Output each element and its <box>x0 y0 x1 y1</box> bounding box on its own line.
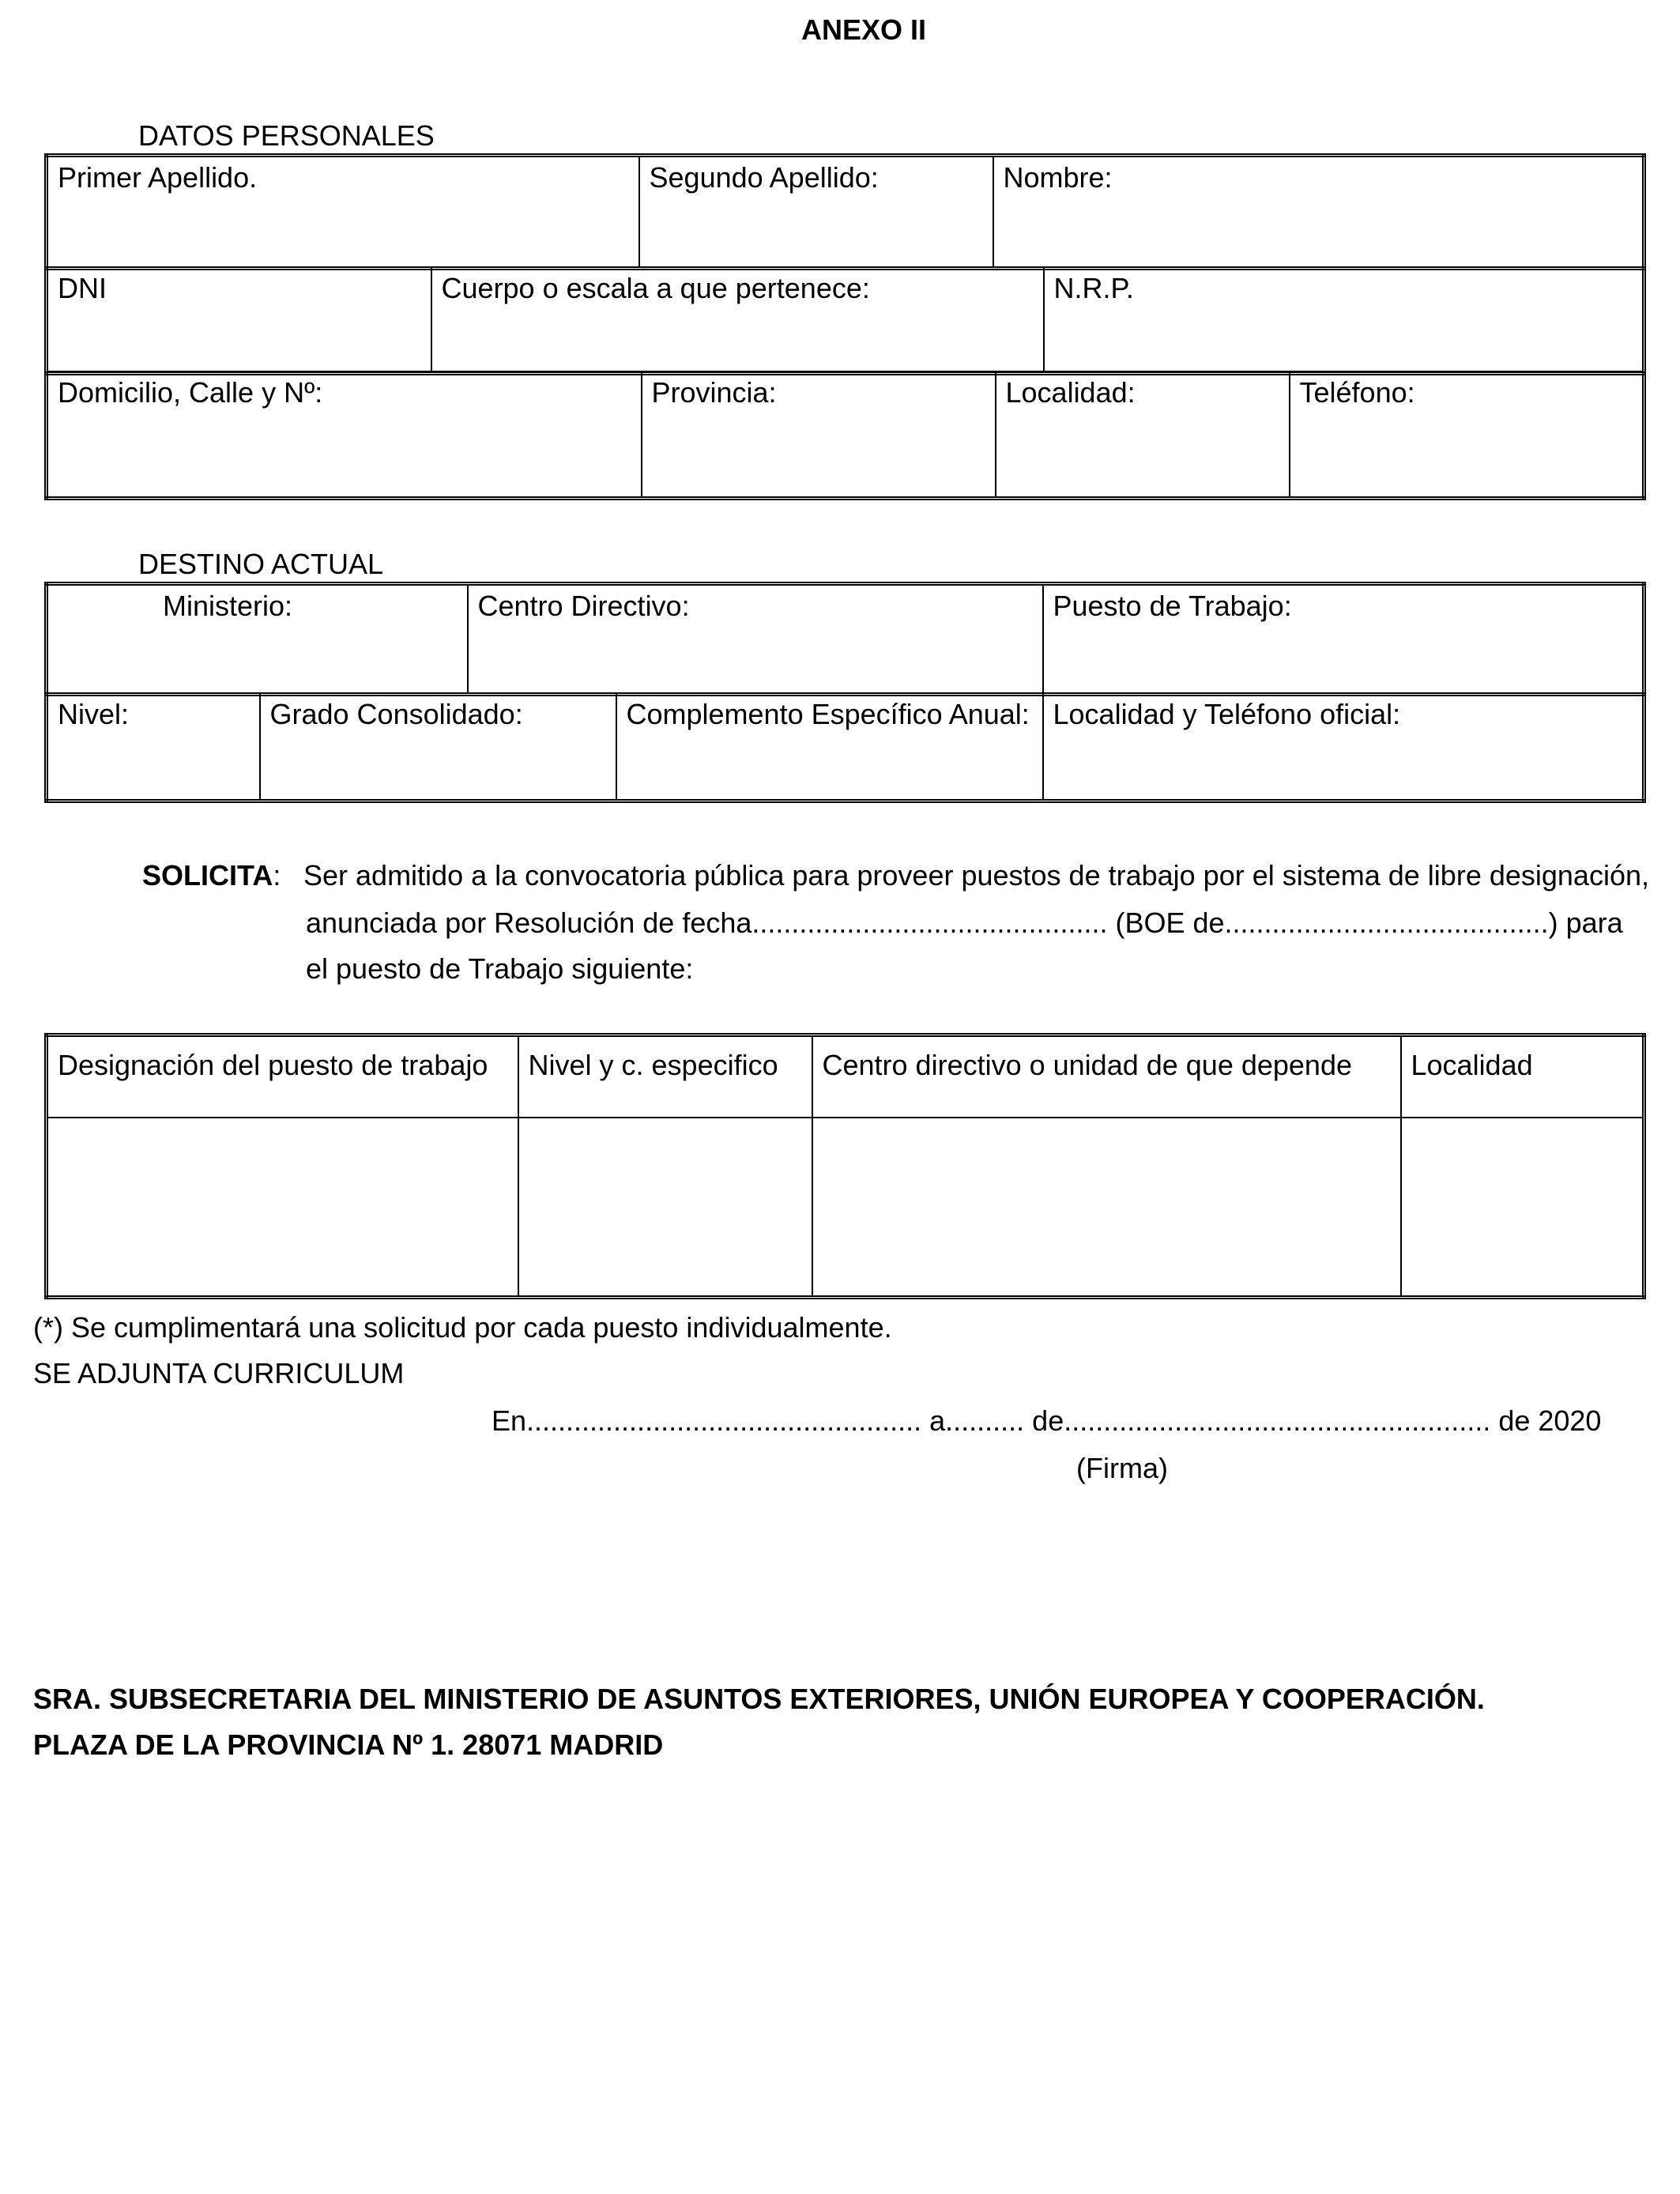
domicilio-field[interactable] <box>47 371 642 498</box>
dni-label: DNI <box>58 272 107 304</box>
localidad-telefono-field[interactable] <box>1043 693 1644 801</box>
cuerpo-escala-label: Cuerpo o escala a que pertenece: <box>441 272 870 304</box>
grado-consolidado-field[interactable] <box>260 693 616 801</box>
datos-personales-table <box>44 153 1646 270</box>
dni-field[interactable] <box>47 267 431 373</box>
addressee-line2: PLAZA DE LA PROVINCIA Nº 1. 28071 MADRID <box>33 1728 664 1761</box>
solicita-label: SOLICITA <box>142 859 273 892</box>
complemento-especifico-label: Complemento Específico Anual: <box>626 698 1030 730</box>
centro-directivo-field[interactable] <box>468 584 1043 695</box>
telefono-field[interactable] <box>1290 371 1644 498</box>
cuerpo-escala-field[interactable] <box>431 267 1044 373</box>
puesto-cell-localidad[interactable] <box>1401 1118 1644 1298</box>
puesto-header-nivel: Nivel y c. especifico <box>518 1035 812 1118</box>
destino-actual-table <box>44 582 1646 696</box>
ministerio-label: Ministerio: <box>163 590 293 622</box>
complemento-especifico-field[interactable] <box>616 693 1043 801</box>
page-title: ANEXO II <box>800 13 927 46</box>
puesto-table <box>44 1033 1646 1299</box>
primer-apellido-field[interactable] <box>47 156 639 269</box>
nrp-label: N.R.P. <box>1053 272 1134 304</box>
signature-firma-label: (Firma) <box>1076 1452 1168 1484</box>
puesto-header-localidad: Localidad <box>1401 1035 1644 1118</box>
nrp-field[interactable] <box>1044 267 1644 373</box>
segundo-apellido-field[interactable] <box>639 156 993 269</box>
ministerio-field[interactable] <box>47 584 468 695</box>
note-attach-cv: SE ADJUNTA CURRICULUM <box>33 1357 405 1389</box>
grado-consolidado-label: Grado Consolidado: <box>269 698 523 730</box>
domicilio-label: Domicilio, Calle y Nº: <box>58 376 323 409</box>
localidad-label: Localidad: <box>1005 376 1136 409</box>
puesto-cell-nivel[interactable] <box>518 1118 812 1298</box>
provincia-label: Provincia: <box>651 376 777 409</box>
datos-personales-heading: DATOS PERSONALES <box>138 119 435 152</box>
solicita-text-line1: Ser admitido a la convocatoria pública para proveer puestos de trabajo por el sistema de libre designación, <box>303 859 1649 892</box>
localidad-telefono-label: Localidad y Teléfono oficial: <box>1053 698 1401 730</box>
destino-actual-table-row2 <box>44 692 1646 803</box>
destino-actual-heading: DESTINO ACTUAL <box>138 548 384 580</box>
datos-personales-table-row2 <box>44 266 1646 375</box>
puesto-trabajo-field[interactable] <box>1043 584 1644 695</box>
primer-apellido-label: Primer Apellido. <box>58 161 258 194</box>
nombre-label: Nombre: <box>1003 161 1113 194</box>
provincia-field[interactable] <box>642 371 996 498</box>
puesto-header-designacion: Designación del puesto de trabajo <box>47 1035 518 1118</box>
solicita-colon: : <box>273 859 281 892</box>
segundo-apellido-label: Segundo Apellido: <box>649 161 879 194</box>
puesto-cell-centro[interactable] <box>812 1118 1401 1298</box>
puesto-header-centro: Centro directivo o unidad de que depende <box>812 1035 1401 1118</box>
nivel-label: Nivel: <box>58 698 130 730</box>
note-one-per-post: (*) Se cumplimentará una solicitud por cada puesto individualmente. <box>33 1311 892 1344</box>
signature-place-date: En.................................................. a.......... de...................................................... de 2020 <box>492 1404 1602 1437</box>
solicita-line1 <box>142 860 281 892</box>
solicita-text-line3: el puesto de Trabajo siguiente: <box>306 952 694 985</box>
puesto-trabajo-label: Puesto de Trabajo: <box>1053 590 1292 622</box>
puesto-cell-designacion[interactable] <box>47 1118 518 1298</box>
centro-directivo-label: Centro Directivo: <box>477 590 690 622</box>
solicita-text-line2: anunciada por Resolución de fecha............................................. (BOE de.........................................) para <box>306 907 1623 939</box>
telefono-label: Teléfono: <box>1299 376 1415 409</box>
datos-personales-table-row3 <box>44 371 1646 500</box>
nombre-field[interactable] <box>993 156 1644 269</box>
addressee-line1: SRA. SUBSECRETARIA DEL MINISTERIO DE ASUNTOS EXTERIORES, UNIÓN EUROPEA Y COOPERACIÓN. <box>33 1683 1485 1715</box>
nivel-field[interactable] <box>47 693 260 801</box>
localidad-field[interactable] <box>996 371 1290 498</box>
